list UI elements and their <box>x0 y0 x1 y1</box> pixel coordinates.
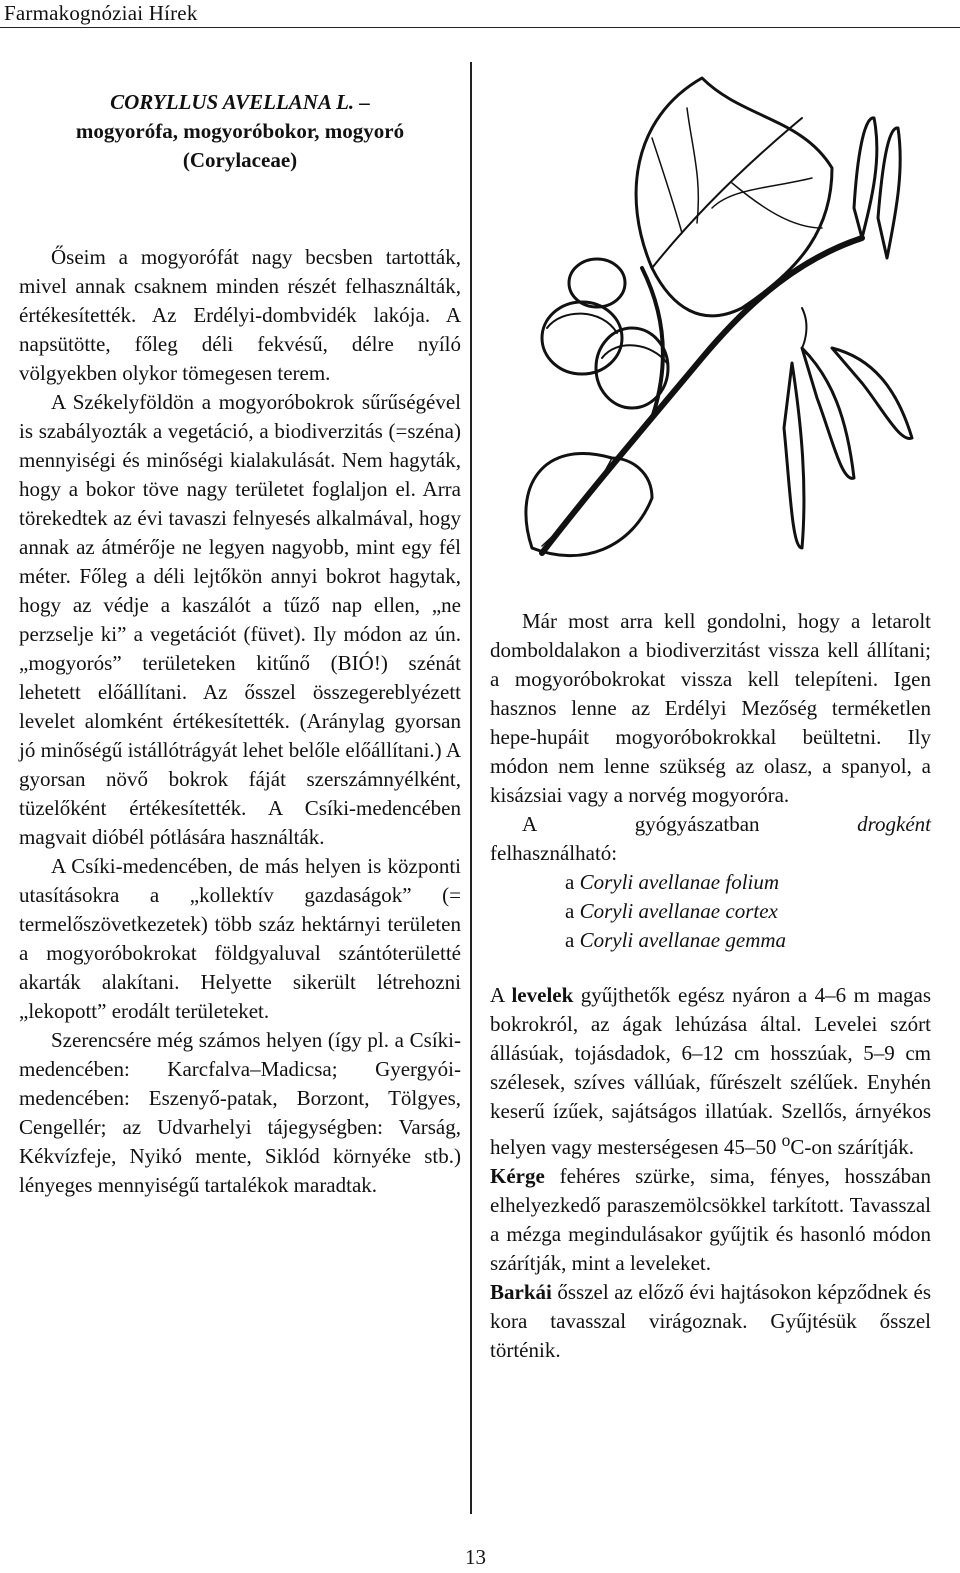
title-common-names: mogyorófa, mogyoróbokor, mogyoró <box>75 119 405 143</box>
column-divider <box>470 62 472 1514</box>
term-catkins: Barkái <box>490 1280 552 1304</box>
page-number: 13 <box>465 1545 486 1569</box>
paragraph-intro: Őseim a mogyorófát nagy becsben tartották, mivel annak csaknem minden részét felhasználták, értékesítették. Az Erdélyi-dombvidék lakója. A napsütötte, főleg déli fekvésű, délre nyíló völgyekben olykor tömegesen terem. <box>19 245 461 385</box>
term-bark: Kérge <box>490 1164 545 1188</box>
drug-intro-line <box>490 810 931 839</box>
title-family: (Corylaceae) <box>182 148 298 172</box>
article-title <box>19 88 461 175</box>
journal-name: Farmakognóziai Hírek <box>4 1 198 25</box>
hazel-branch-illustration <box>502 58 922 578</box>
list-item: a Coryli avellanae gemma <box>565 928 787 952</box>
drug-intro-word-c: drogként <box>857 812 931 836</box>
paragraph-bark: Kérge fehéres szürke, sima, fényes, hosszában elhelyezkedő paraszemölcsökkel tarkított. Tavasszal a mézga megindulásakor gyűjtik és hasonló módon szárítják, mint a leveleket. <box>490 1164 931 1275</box>
drug-intro-word-a: A <box>522 812 538 836</box>
paragraph-reserves: Szerencsére még számos helyen (így pl. a Csíki-medencében: Karcfalva–Madicsa; Gyergyói-medencében: Eszenyő-patak, Borzont, Tölgyes, Cengellér; az Udvarhelyi tájegységben: Varság, Kékvízfeje, Nyikó mente, Siklód környéke stb.) lényeges mennyiségű tartalékok maradtak. <box>19 1028 461 1197</box>
drug-intro-word-b: gyógyászatban <box>634 812 760 836</box>
drug-intro-continuation: felhasználható: <box>490 841 618 865</box>
degree-sign: o <box>781 1130 791 1150</box>
term-leaves: levelek <box>511 983 574 1007</box>
drug-list <box>565 868 931 955</box>
running-header <box>0 0 960 28</box>
drug-name: Coryli avellanae gemma <box>579 928 787 952</box>
list-item: a Coryli avellanae cortex <box>565 899 778 923</box>
paragraph-restoration: Már most arra kell gondolni, hogy a letarolt domboldalakon a biodiverzitást vissza kell állítani; a mogyoróbokrokat vissza kell telepíteni. Igen hasznos lenne az Erdélyi Mezőség terméketlen hepe-hupáit mogyoróbokrokkal beültetni. Ily módon nem lenne szükség az olasz, a spanyol, a kisázsiai vagy a norvég mogyoróra. <box>490 609 931 807</box>
title-latin: CORYLLUS AVELLANA L. – <box>110 90 370 114</box>
list-item: a Coryli avellanae folium <box>565 870 780 894</box>
paragraph-collectives: A Csíki-medencében, de más helyen is központi utasításokra a „kollektív gazdaságok” (= termelőszövetkezetek) több száz hektárnyi területen a mogyoróbokrokat földgyaluval szántóterületté akarták alakítani. Helyette sikerült létrehozni „lekopott” erodált területeket. <box>19 854 461 1023</box>
paragraph-leaves: A levelek gyűjthetők egész nyáron a 4–6 m magas bokrokról, az ágak lehúzása által. Levelei szórt állásúak, tojásdadok, 6–12 cm hosszúak, 5–9 cm szélesek, szíves vállúak, fűrészelt szélűek. Enyhén keserű ízűek, sajátságos illatúak. Szellős, árnyékos helyen vagy mesterségesen 45–50 $^o$C-on szárítják. <box>490 983 932 1159</box>
right-column <box>490 607 931 1365</box>
drug-name: Coryli avellanae cortex <box>579 899 778 923</box>
paragraph-szekelyfold: A Székelyföldön a mogyoróbokrok sűrűségével is szabályozták a vegetáció, a biodiverzitás (=széna) mennyiségi és minőségi kialakulását. Nem hagyták, hogy a bokor töve nagy területet foglaljon el. Arra törekedtek az évi tavaszi felnyesés alkalmával, hogy annak az átmérője ne legyen nagyobb, mint egy fél méter. Főleg a déli lejtőkön annyi bokrot hagytak, hogy az védje a kaszálót a tűző nap ellen, „ne perzselje ki” a vegetációt (füvet). Ily módon az ún. „mogyorós” területeken kitűnő (BIÓ!) szénát lehetett előállítani. Az ősszel összegereblyézett levelet alomként értékesítették. (Aránylag gyorsan jó minőségű istállótrágyát lehet belőle előállítani.) A gyorsan növő bokrok fáját szerszámnyélként, tüzelőként értékesítették. A Csíki-medencében magvait dióbél pótlására használták. <box>19 390 461 849</box>
left-column <box>19 88 461 1200</box>
drug-name: Coryli avellanae folium <box>579 870 780 894</box>
paragraph-catkins: Barkái ősszel az előző évi hajtásokon képződnek és kora tavasszal virágoznak. Gyűjtésük ősszel történik. <box>490 1280 931 1362</box>
